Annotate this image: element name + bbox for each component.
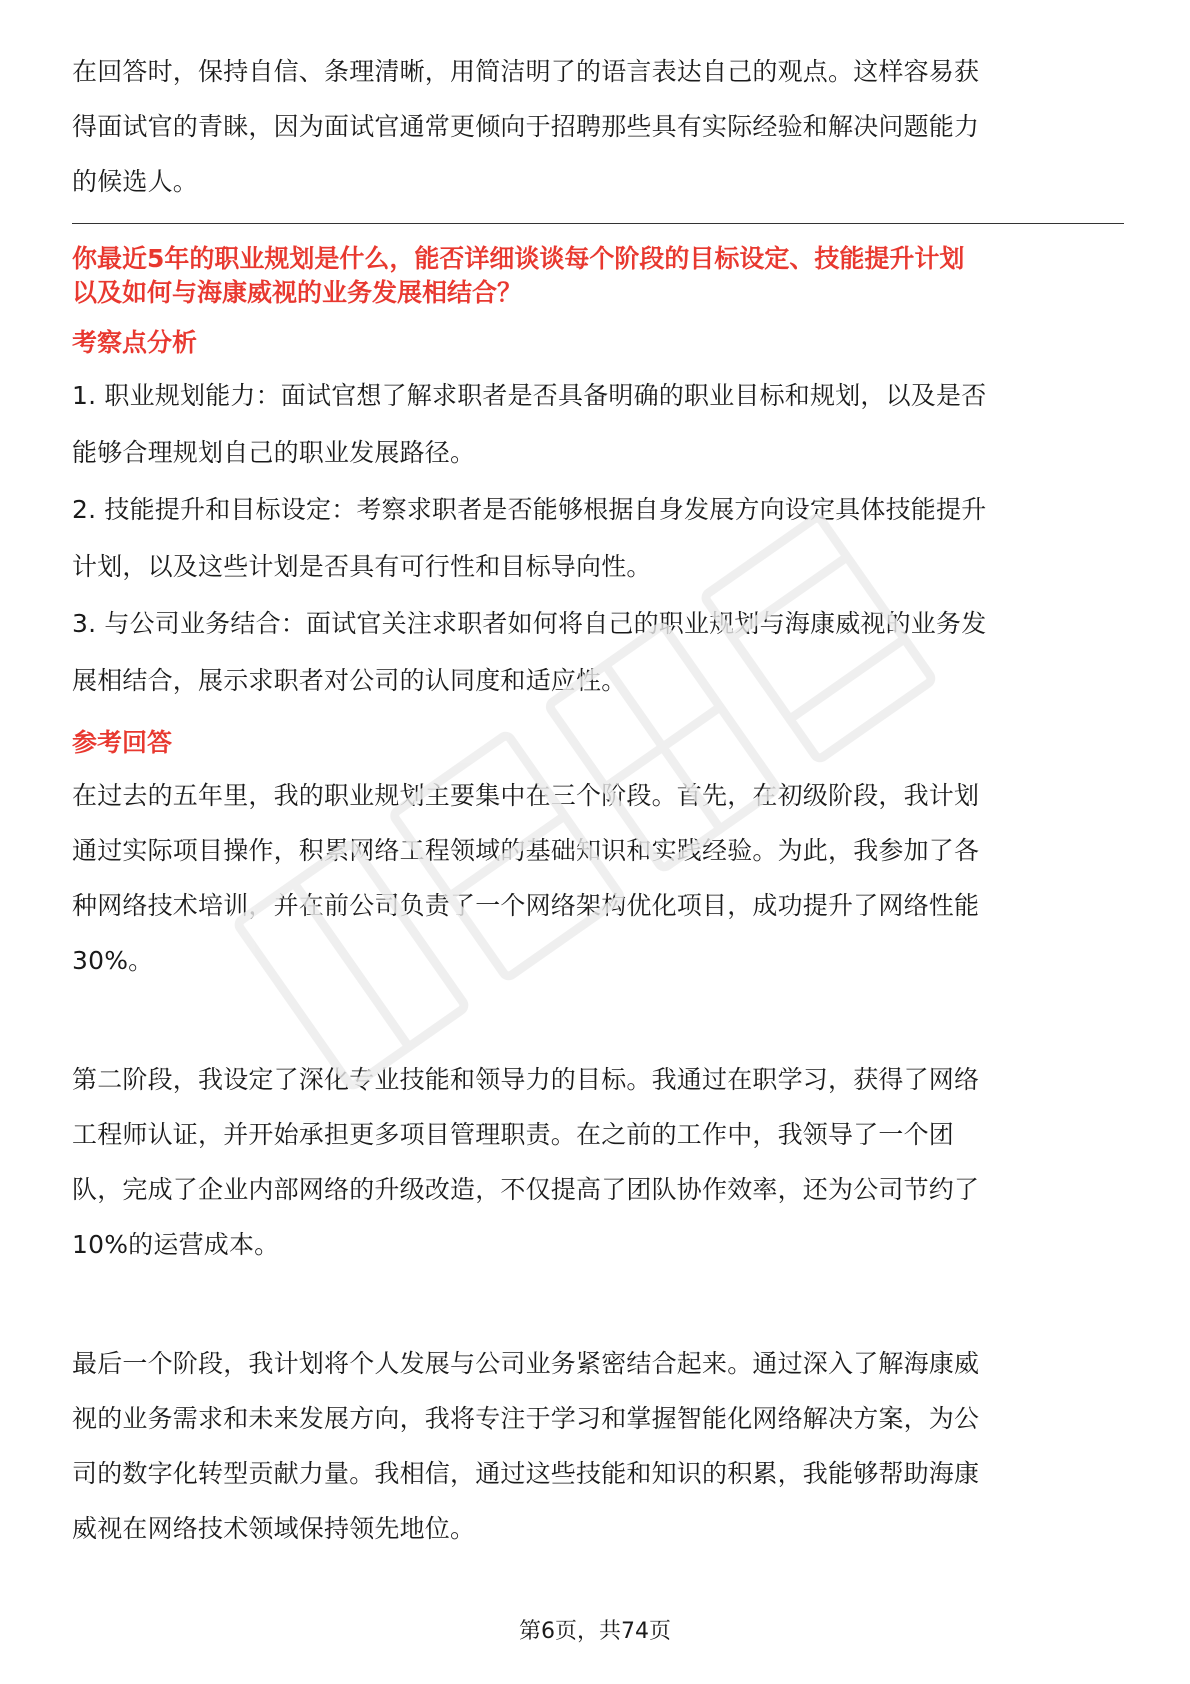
answer-line: 在过去的五年里，我的职业规划主要集中在三个阶段。首先，在初级阶段，我计划 <box>72 781 980 810</box>
answer-line: 最后一个阶段，我计划将个人发展与公司业务紧密结合起来。通过深入了解海康威 <box>72 1349 980 1378</box>
intro-line: 的候选人。 <box>72 167 199 196</box>
analysis-point-line: 展相结合，展示求职者对公司的认同度和适应性。 <box>72 666 627 695</box>
analysis-point-line: 2. 技能提升和目标设定：考察求职者是否能够根据自身发展方向设定具体技能提升 <box>72 495 987 524</box>
answer-line: 工程师认证，并开始承担更多项目管理职责。在之前的工作中，我领导了一个团 <box>72 1120 955 1149</box>
answer-title: 参考回答 <box>72 728 173 757</box>
analysis-point <box>72 368 1124 480</box>
answer-paragraph <box>72 768 1124 988</box>
analysis-title: 考察点分析 <box>72 328 198 357</box>
document-page <box>72 44 1124 1556</box>
analysis-point-line: 3. 与公司业务结合：面试官关注求职者如何将自己的职业规划与海康威视的业务发 <box>72 609 987 638</box>
answer-line: 种网络技术培训，并在前公司负责了一个网络架构优化项目，成功提升了网络性能 <box>72 891 980 920</box>
page-footer: 第6页，共74页 <box>519 1619 671 1644</box>
analysis-point <box>72 482 1124 594</box>
answer-line: 视的业务需求和未来发展方向，我将专注于学习和掌握智能化网络解决方案，为公 <box>72 1404 980 1433</box>
paragraph-spacer <box>72 1272 1124 1336</box>
answer-line: 10%的运营成本。 <box>72 1230 280 1259</box>
answer-line: 威视在网络技术领域保持领先地位。 <box>72 1514 476 1543</box>
analysis-point-line: 1. 职业规划能力：面试官想了解求职者是否具备明确的职业目标和规划，以及是否 <box>72 381 987 410</box>
paragraph-spacer <box>72 988 1124 1052</box>
analysis-point-line: 计划，以及这些计划是否具有可行性和目标导向性。 <box>72 552 652 581</box>
answer-line: 队，完成了企业内部网络的升级改造，不仅提高了团队协作效率，还为公司节约了 <box>72 1175 980 1204</box>
intro-paragraph <box>72 44 1124 209</box>
analysis-points <box>72 368 1124 708</box>
intro-line: 在回答时，保持自信、条理清晰，用简洁明了的语言表达自己的观点。这样容易获 <box>72 57 980 86</box>
section-divider <box>72 223 1124 224</box>
answer-line: 30%。 <box>72 946 154 975</box>
analysis-point <box>72 596 1124 708</box>
question-heading <box>72 242 1124 310</box>
answer-paragraph <box>72 1336 1124 1556</box>
answer-paragraph <box>72 1052 1124 1272</box>
answer-line: 通过实际项目操作，积累网络工程领域的基础知识和实践经验。为此，我参加了各 <box>72 836 980 865</box>
analysis-point-line: 能够合理规划自己的职业发展路径。 <box>72 438 476 467</box>
intro-line: 得面试官的青睐，因为面试官通常更倾向于招聘那些具有实际经验和解决问题能力 <box>72 112 980 141</box>
question-line: 以及如何与海康威视的业务发展相结合？ <box>72 278 523 307</box>
question-line: 你最近5年的职业规划是什么，能否详细谈谈每个阶段的目标设定、技能提升计划 <box>72 244 965 273</box>
answer-line: 司的数字化转型贡献力量。我相信，通过这些技能和知识的积累，我能够帮助海康 <box>72 1459 980 1488</box>
answer-line: 第二阶段，我设定了深化专业技能和领导力的目标。我通过在职学习，获得了网络 <box>72 1065 980 1094</box>
